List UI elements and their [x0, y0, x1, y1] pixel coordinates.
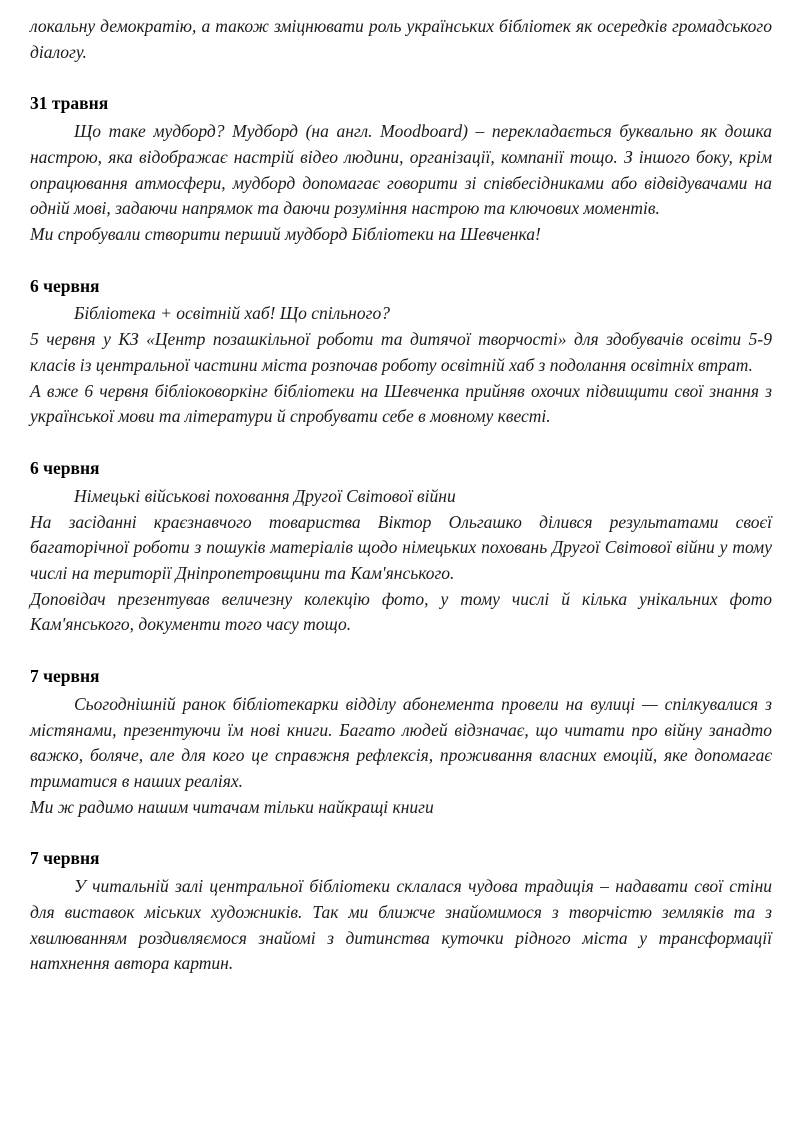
entry-block — [30, 456, 772, 638]
entry-paragraph: На засіданні краєзнавчого товариства Віктор Ольгашко ділився результатами своєї багаторічної роботи з пошуків матеріалів щодо німецьких поховань Другої Світової війни у тому числі на території Дніпропетровщини та Кам'янського. — [30, 511, 772, 583]
entry-paragraph: 5 червня у КЗ «Центр позашкільної роботи та дитячої творчості» для здобувачів освіти 5-9 класів із центральної частини міста розпочав роботу освітній хаб з подолання освітніх втрат. — [30, 329, 772, 375]
entry-date-heading: 6 червня — [30, 275, 100, 296]
entry-paragraph: Ми спробували створити перший мудборд Бібліотеки на Шевченка! — [30, 224, 541, 245]
entry-paragraph: Сьогоднішній ранок бібліотекарки відділу абонемента провели на вулиці — спілкувалися з містянами, презентуючи їм нові книги. Багато людей відзначає, що читати про війну занадто важко, боляче, але для кого це справжня рефлексія, проживання власних емоцій, яке допомагає триматися в наших реаліях. — [30, 693, 772, 791]
entry-paragraph: У читальній залі центральної бібліотеки склалася чудова традиція – надавати свої стіни для виставок міських художників. Так ми ближче знайомимося з творчістю земляків та з хвилюванням роздивляємося знайомі з дитинства куточки рідного міста у трансформації натхнення автора картин. — [30, 876, 772, 974]
entry-block — [30, 91, 772, 247]
entry-paragraph: Ми ж радимо нашим читачам тільки найкращі книги — [30, 796, 434, 817]
entry-block — [30, 846, 772, 977]
entry-paragraph: А вже 6 червня бібліоковоркінг бібліотеки на Шевченка прийняв охочих підвищити свої знання з української мови та літератури й спробувати себе в мовному квесті. — [30, 380, 772, 427]
entry-paragraph: Доповідач презентував величезну колекцію фото, у тому числі й кілька унікальних фото Кам'янського, документи того часу тощо. — [30, 588, 772, 635]
entry-date-heading: 6 червня — [30, 458, 100, 479]
entry-date-heading: 7 червня — [30, 848, 100, 869]
entry-date-heading: 7 червня — [30, 666, 100, 687]
entry-paragraph: Німецькі військові поховання Другої Світової війни — [74, 485, 456, 506]
entry-block — [30, 664, 772, 820]
entry-paragraph: Що таке мудборд? Мудборд (на англ. Moodboard) – перекладається буквально як дошка настрою, яка відображає настрій відео людини, організації, компанії тощо. З іншого боку, крім опрацювання атмосфери, мудборд допомагає говорити зі співбесідниками або відвідувачами на одній мові, задаючи напрямок та даючи розуміння настрою та ключових моментів. — [30, 121, 772, 219]
entry-block — [30, 274, 772, 430]
entry-date-heading: 31 травня — [30, 93, 109, 114]
intro-paragraph: локальну демократію, а також зміцнювати роль українських бібліотек як осередків громадського діалогу. — [30, 16, 772, 62]
entry-paragraph: Бібліотека + освітній хаб! Що спільного? — [74, 303, 390, 324]
